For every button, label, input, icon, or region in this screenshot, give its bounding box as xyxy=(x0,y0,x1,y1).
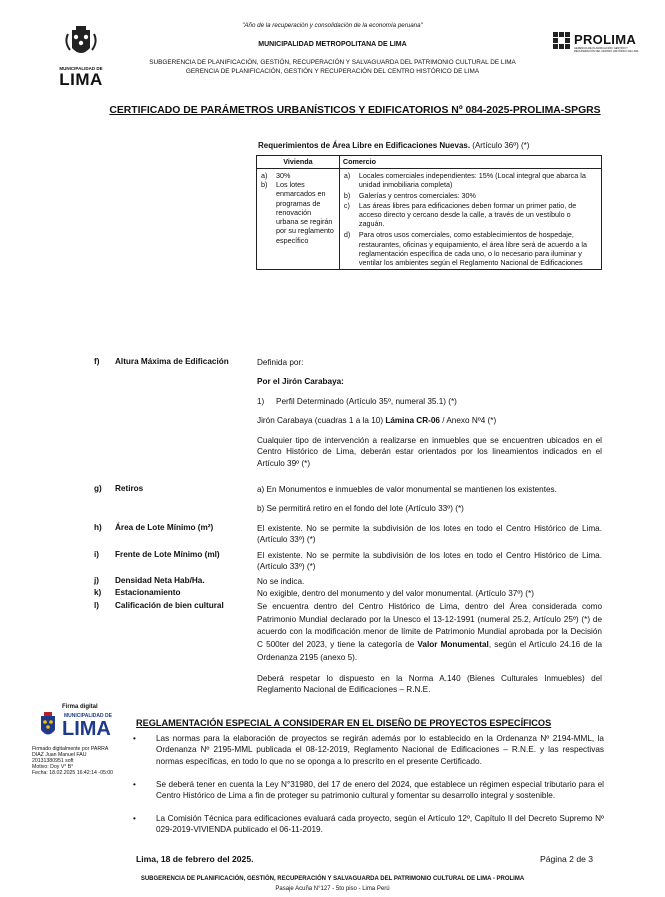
signature-logo-title: LIMA xyxy=(62,718,111,740)
lima-logo xyxy=(52,26,110,89)
list-item xyxy=(261,180,335,245)
calificacion-ordenanza: , según el Artículo 24.16 de la Ordenanza 2195 (anexo 5). xyxy=(257,640,602,662)
list-item xyxy=(261,171,335,180)
list-marker: a) xyxy=(343,171,351,180)
lima-logo-title: LIMA xyxy=(59,70,103,89)
coat-of-arms-icon xyxy=(52,26,110,60)
signature-line: 20131380951 soft xyxy=(32,758,74,764)
section-h-label: Área de Lote Mínimo (m²) xyxy=(115,523,214,532)
section-g-retiro-b: b) Se permitirá retiro en el fondo del lote (Artículo 33º) (*) xyxy=(257,504,464,513)
signature-logo-subtitle: MUNICIPALIDAD DE xyxy=(64,713,112,719)
section-l-label: Calificación de bien cultural xyxy=(115,601,224,610)
list-text: Galerías y centros comerciales: 30% xyxy=(358,191,476,201)
list-item xyxy=(344,201,597,229)
bullet-icon: • xyxy=(133,734,136,743)
section-g-retiro-a: a) En Monumentos e inmuebles de valor monumental se mantienen los existentes. xyxy=(257,485,557,494)
header-motto: "Año de la recuperación y consolidación de la economía peruana" xyxy=(242,22,423,29)
list-item xyxy=(344,230,597,267)
area-libre-heading-bold: Requerimientos de Área Libre en Edificaciones Nuevas. xyxy=(258,141,471,150)
section-i-letter: i) xyxy=(94,550,100,559)
page-number: Página 2 de 3 xyxy=(540,854,594,864)
section-f-definida: Definida por: xyxy=(257,358,304,367)
lima-logo-subtitle: MUNICIPALIDAD DE xyxy=(59,66,103,71)
section-f-jiron: Por el Jirón Carabaya: xyxy=(257,377,344,386)
section-f-perfil: Perfil Determinado (Artículo 35º, numeral 35.1) (*) xyxy=(276,397,457,406)
section-f-cuadras xyxy=(257,415,496,426)
prolima-grid-icon xyxy=(553,32,571,50)
signature-line: Motivo: Doy V° B° xyxy=(32,764,74,770)
lamina-reference: Lámina CR-06 xyxy=(385,416,440,425)
list-text: Las normas para la elaboración de proyectos se regirán además por lo establecido en la Ordenanza Nº 2194-MML, la Ordenanza Nº 2195-MML publicada el 08-12-2019, Reglamento Nacional de Edificaciones – R.N.E. y las respectivas normas específicas, en todo lo que no se oponga a lo prescrito en el presente Certificado. xyxy=(156,734,604,766)
list-marker: b) xyxy=(261,180,268,190)
area-libre-heading-article: (Artículo 36º) (*) xyxy=(470,141,530,150)
calificacion-text: Se encuentra dentro del Centro Histórico de Lima, dentro del Área considerada como Patrimonio Mundial declarado por la Unesco el 13-12-1991 (numeral 25.2, Artículo 25º) (*) de acuerdo con la modificación menor de límite de Patrimonio Mundial aprobada por la Decisión C 500ter del 2023, y tiene la categoría de xyxy=(257,602,602,650)
signature-lima-logo xyxy=(38,710,134,744)
list-marker: c) xyxy=(343,200,350,210)
signature-line: Fecha: 18.02.2025 16:42:14 -05:00 xyxy=(32,770,114,776)
section-h-text: El existente. No se permite la subdivisión de los lotes en todo el Centro Histórico de Lima. (Artículo 33º) (*) xyxy=(257,524,602,545)
section-j-label: Densidad Neta Hab/Ha. xyxy=(115,576,205,585)
list-marker: a) xyxy=(261,171,268,180)
list-text: Se deberá tener en cuenta la Ley N°31980, del 17 de enero del 2024, que establece un régimen especial tributario para el Centro Histórico de Lima a fin de proteger su patrimonio cultural y fomentar su desarrollo integral y sostenible. xyxy=(156,780,604,801)
section-l-calificacion xyxy=(257,601,602,665)
prolima-logo-subtitle: GERENCIA DE PLANIFICACIÓN, GESTIÓN Y RECUPERACIÓN DEL CENTRO HISTÓRICO DE LIMA xyxy=(574,47,639,54)
column-header-vivienda: Vivienda xyxy=(257,156,340,169)
list-text: Las áreas libres para edificaciones deben formar un primer patio, de acceso directo y cercano desde la calle, a través de un vestíbulo o zaguán. xyxy=(358,200,577,229)
organization-name: MUNICIPALIDAD METROPOLITANA DE LIMA xyxy=(258,41,407,48)
section-f-letter: f) xyxy=(94,357,100,366)
section-h-letter: h) xyxy=(94,523,102,532)
section-j-text: No se indica. xyxy=(257,577,305,586)
section-j-letter: j) xyxy=(94,576,100,585)
section-f-perfil-number: 1) xyxy=(257,397,265,406)
list-item xyxy=(344,171,597,189)
bullet-icon: • xyxy=(133,780,136,789)
section-k-label: Estacionamiento xyxy=(115,588,181,597)
section-k-text: No exigible, dentro del monumento y del valor monumental. (Artículo 37º) (*) xyxy=(257,589,534,598)
list-text: 30% xyxy=(276,171,291,180)
list-item xyxy=(344,191,597,200)
bullet-icon: • xyxy=(133,814,136,823)
section-l-norma: Deberá respetar lo dispuesto en la Norma A.140 (Bienes Culturales Inmuebles) del Reglamento Nacional de Edificaciones – R.N.E. xyxy=(257,674,602,695)
section-l-letter: l) xyxy=(94,601,100,610)
column-header-comercio: Comercio xyxy=(339,156,601,169)
section-f-lineamientos: Cualquier tipo de intervención a realizarse en inmuebles que se encuentren ubicados en el Centro Histórico de Lima, deberán estar orientados por los lineamientos indicados en el Artículo 39º (*) xyxy=(257,436,602,468)
document-title: CERTIFICADO DE PARÁMETROS URBANÍSTICOS Y EDIFICATORIOS Nº 084-2025-PROLIMA-SPGRS xyxy=(109,105,601,116)
list-item xyxy=(133,733,604,767)
reglamentacion-title: REGLAMENTACIÓN ESPECIAL A CONSIDERAR EN EL DISEÑO DE PROYECTOS ESPECÍFICOS xyxy=(136,718,552,728)
area-libre-heading xyxy=(258,141,529,150)
gerencia-name: GERENCIA DE PLANIFICACIÓN, GESTIÓN Y RECUPERACIÓN DEL CENTRO HISTÓRICO DE LIMA xyxy=(185,68,480,75)
list-marker: b) xyxy=(343,191,351,201)
subgerencia-name: SUBGERENCIA DE PLANIFICACIÓN, GESTIÓN, RECUPERACIÓN Y SALVAGUARDA DEL PATRIMONIO CULTURAL DE LIMA xyxy=(149,59,516,66)
section-f-label: Altura Máxima de Edificación xyxy=(115,357,229,366)
list-marker: d) xyxy=(343,230,351,240)
comercio-cell xyxy=(339,169,601,270)
section-k-letter: k) xyxy=(94,588,102,597)
prolima-logo-title: PROLIMA xyxy=(574,32,637,47)
prolima-logo xyxy=(553,32,645,58)
anexo-reference: / Anexo Nº4 (*) xyxy=(439,416,497,425)
signature-line: Firmado digitalmente por PARRA xyxy=(32,746,109,752)
section-g-letter: g) xyxy=(94,484,102,493)
list-item xyxy=(133,779,604,802)
list-item xyxy=(133,813,604,836)
cuadras-text: Jirón Carabaya (cuadras 1 a la 10) xyxy=(257,416,386,425)
footer-address: Pasaje Acuña N°127 - 5to piso - Lima Perú xyxy=(275,886,390,892)
valor-monumental: Valor Monumental xyxy=(417,640,489,650)
section-g-label: Retiros xyxy=(115,484,144,493)
list-text: Para otros usos comerciales, como establecimientos de hospedaje, restaurantes, oficinas y equipamiento, el área libre será de acuerdo a la reglamentación específica de cada uno, o lo necesario para iluminar y ventilar los ambientes según el Reglamento Nacional de Edificaciones xyxy=(358,230,588,267)
section-i-text: El existente. No se permite la subdivisión de los lotes en todo el Centro Histórico de Lima. (Artículo 33º) (*) xyxy=(257,551,602,572)
signature-line: DIAZ Juan Manuel FAU xyxy=(32,752,87,758)
list-text: La Comisión Técnica para edificaciones evaluará cada proyecto, según el Artículo 12º, Capítulo II del Decreto Supremo Nº 029-2019-VIVIENDA publicado el 06-11-2019. xyxy=(156,814,604,835)
list-text: Locales comerciales independientes: 15% (Local integral que abarca la unidad inmobiliaria completa) xyxy=(358,171,586,190)
list-text: Los lotes enmarcados en programas de renovación urbana se regirán por su reglamento específico xyxy=(276,180,334,245)
document-date: Lima, 18 de febrero del 2025. xyxy=(136,854,254,864)
signature-title: Firma digital xyxy=(62,704,98,710)
section-i-label: Frente de Lote Mínimo (ml) xyxy=(115,550,220,559)
area-libre-table xyxy=(256,155,602,270)
footer-office: SUBGERENCIA DE PLANIFICACIÓN, GESTIÓN, RECUPERACIÓN Y SALVAGUARDA DEL PATRIMONIO CULTURAL DE LIMA - PROLIMA xyxy=(140,876,525,882)
coat-of-arms-icon xyxy=(38,712,58,740)
vivienda-cell xyxy=(257,169,340,270)
